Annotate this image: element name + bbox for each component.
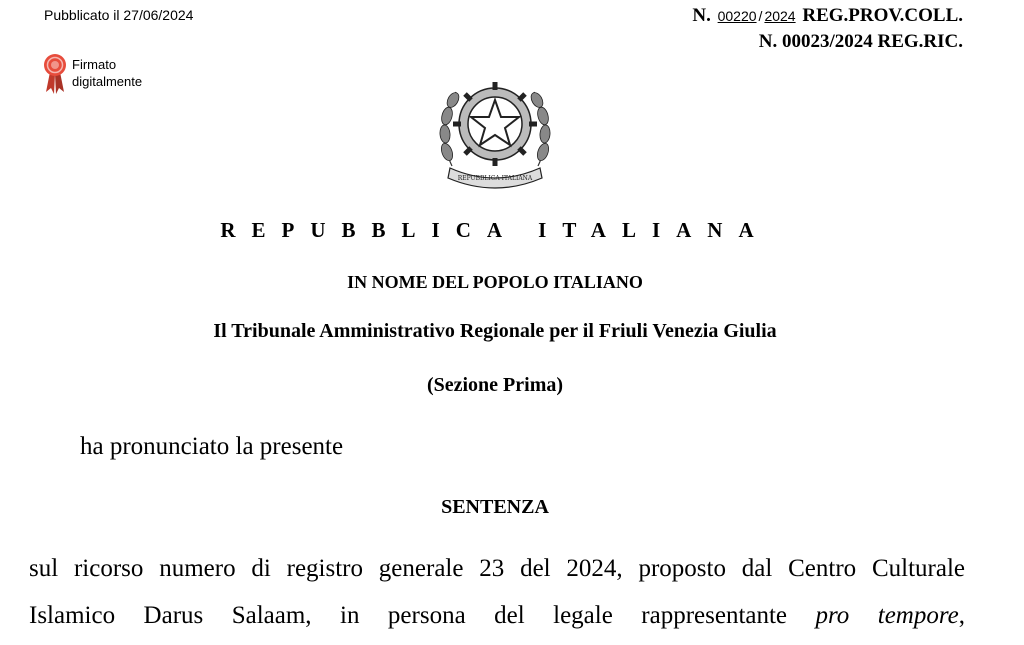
published-date: Pubblicato il 27/06/2024: [44, 7, 194, 23]
registry-year: 2024: [764, 8, 796, 24]
title-republic: REPUBBLICA ITALIANA: [220, 218, 770, 242]
pronounced-text: ha pronunciato la presente: [80, 433, 344, 460]
body-line-1: sul ricorso numero di registro generale 23 del 2024, proposto dal Centro Culturale: [29, 555, 965, 582]
title-sentence: SENTENZA: [441, 496, 549, 518]
registry-number: 00220: [717, 8, 757, 24]
digital-signature-badge[interactable]: [42, 52, 142, 96]
italian-republic-emblem-icon: [438, 66, 552, 192]
title-tribunal: Il Tribunale Amministrativo Regionale per il Friuli Venezia Giulia: [213, 320, 777, 342]
body-line-2: [29, 602, 965, 630]
body-line-2-italic: pro tempore: [815, 602, 959, 629]
body-line-2-start: Islamico Darus Salaam, in persona del legale rappresentante: [29, 602, 816, 629]
signature-label-line1: Firmato: [72, 57, 117, 72]
body-line-2-end: ,: [958, 602, 965, 629]
registry-appeal-number: N. 00023/2024 REG.RIC.: [758, 31, 963, 52]
title-in-name-of-people: IN NOME DEL POPOLO ITALIANO: [347, 272, 643, 292]
signature-label-line2: digitalmente: [72, 74, 143, 89]
seal-ribbon-icon: [42, 52, 68, 96]
title-section: (Sezione Prima): [426, 374, 564, 396]
registry-prefix: N.: [692, 5, 711, 26]
registry-suffix: REG.PROV.COLL.: [802, 5, 963, 26]
registry-separator: /: [758, 8, 763, 24]
emblem-ribbon-text: REPUBBLICA ITALIANA: [457, 175, 533, 182]
registry-provision-number: [692, 5, 963, 27]
